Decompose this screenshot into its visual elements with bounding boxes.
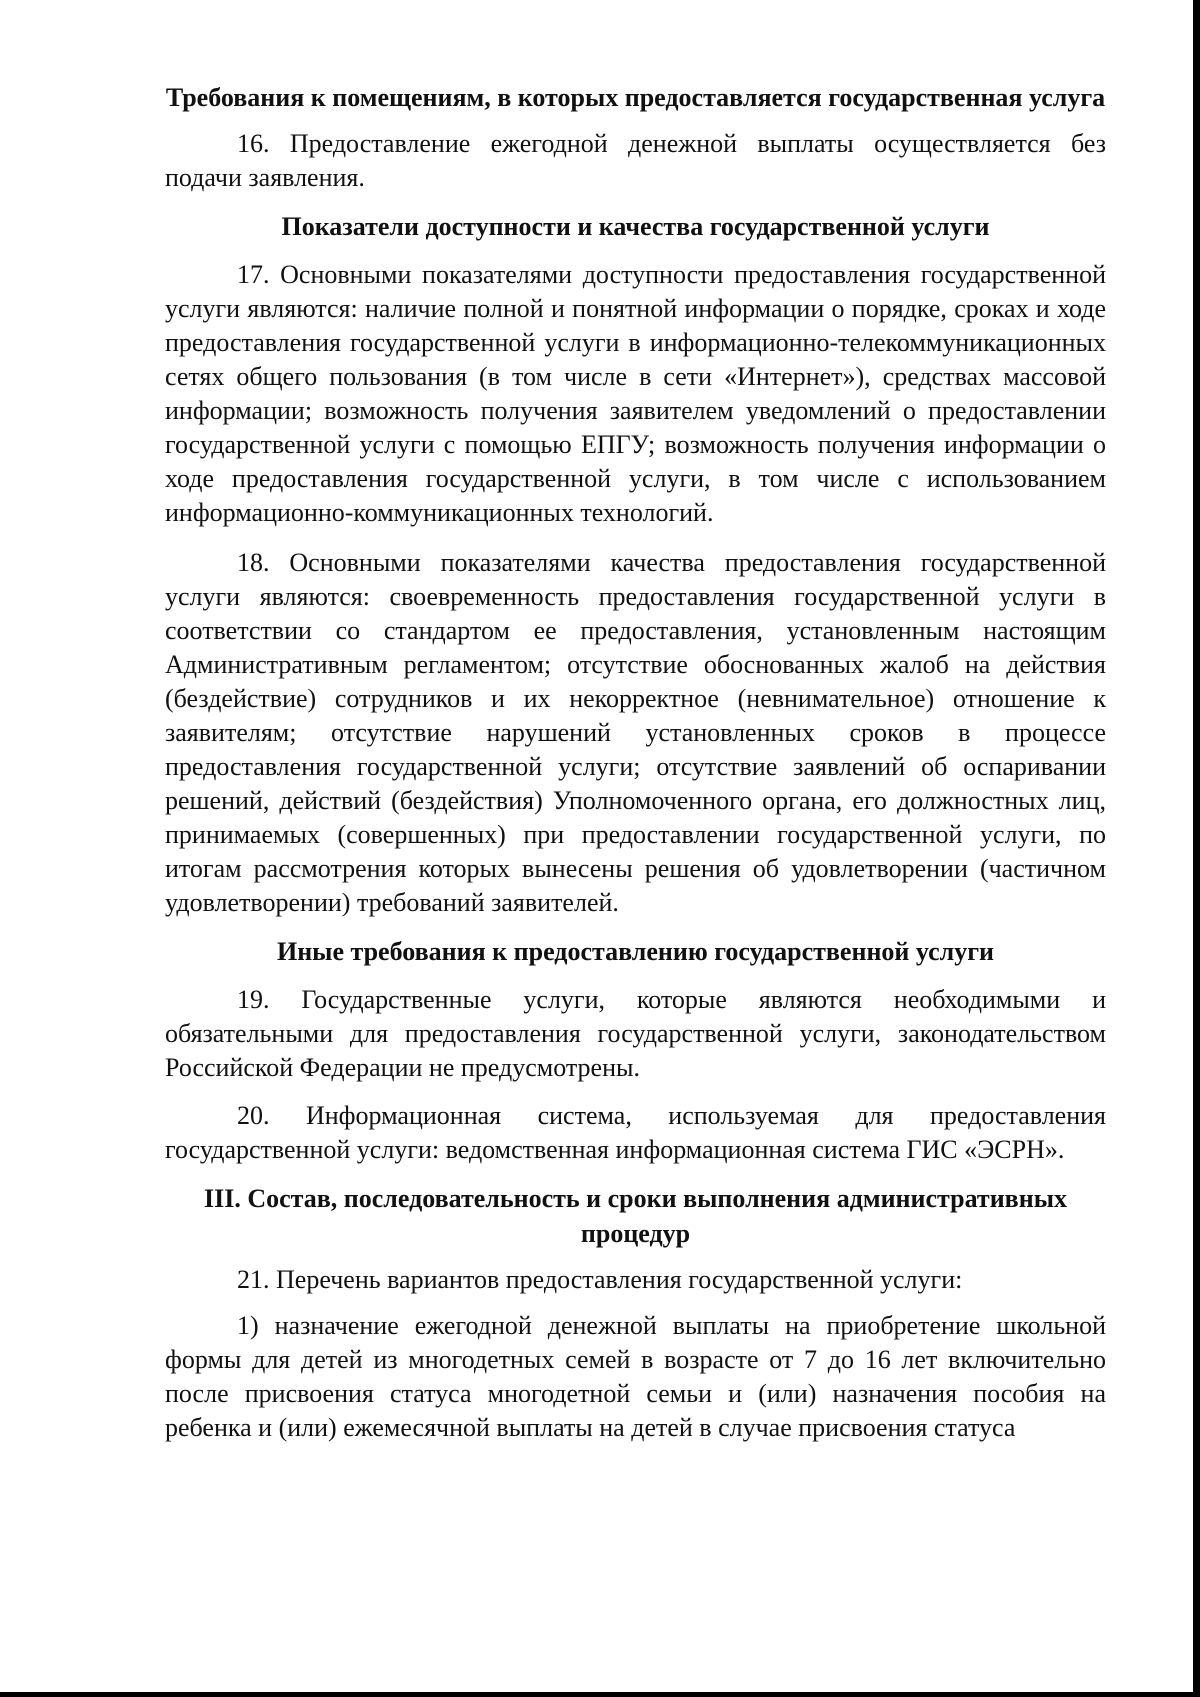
paragraph-21: 21. Перечень вариантов предоставления государственной услуги: [237,1265,963,1294]
scan-border-bottom [0,1692,1200,1697]
paragraph-19: 19. Государственные услуги, которые являются необходимыми и обязательными для предоставления государственной услуги, законодательством Российской Федерации не предусмотрены. [165,985,1106,1082]
heading-other-requirements: Иные требования к предоставлению государственной услуги [276,937,995,966]
heading-accessibility-quality-indicators: Показатели доступности и качества государственной услуги [281,212,990,241]
paragraph-18: 18. Основными показателями качества предоставления государственной услуги являются: своевременность предоставления государственной услуги в соответствии со стандартом ее предоставления, установленным настоящим Административным регламентом; отсутствие обоснованных жалоб на действия (бездействие) сотрудников и их некорректное (невнимательное) отношение к заявителям; отсутствие нарушений установленных сроков в процессе предоставления государственной услуги; отсутствие заявлений об оспаривании решений, действий (бездействия) Уполномоченного органа, его должностных лиц, принимаемых (совершенных) при предоставлении государственной услуги, по итогам рассмотрения которых вынесены решения об удовлетворении (частичном удовлетворении) требований заявителей. [165,548,1106,917]
paragraph-17: 17. Основными показателями доступности предоставления государственной услуги являются: наличие полной и понятной информации о порядке, сроках и ходе предоставления государственной услуги в информационно-телекоммуникационных сетях общего пользования (в том числе в сети «Интернет»), средствах массовой информации; возможность получения заявителем уведомлений о предоставлении государственной услуги с помощью ЕПГУ; возможность получения информации о ходе предоставления государственной услуги, в том числе с использованием информационно-коммуникационных технологий. [165,260,1106,527]
heading-section-3: III. Состав, последовательность и сроки выполнения административных процедур [203,1184,1067,1248]
paragraph-20: 20. Информационная система, используемая для предоставления государственной услуги: ведомственная информационная система ГИС «ЭСРН». [165,1101,1106,1164]
paragraph-16: 16. Предоставление ежегодной денежной выплаты осуществляется без подачи заявления. [165,129,1106,192]
heading-premises-requirements: Требования к помещениям, в которых предоставляется государственная услуга [165,83,1106,112]
document-page [165,80,1106,1445]
scan-border-right [1193,0,1200,1697]
paragraph-21-item-1: 1) назначение ежегодной денежной выплаты на приобретение школьной формы для детей из многодетных семей в возрасте от 7 до 16 лет включительно после присвоения статуса многодетной семьи и (или) назначения пособия на ребенка и (или) ежемесячной выплаты на детей в случае присвоения статуса [165,1311,1106,1442]
